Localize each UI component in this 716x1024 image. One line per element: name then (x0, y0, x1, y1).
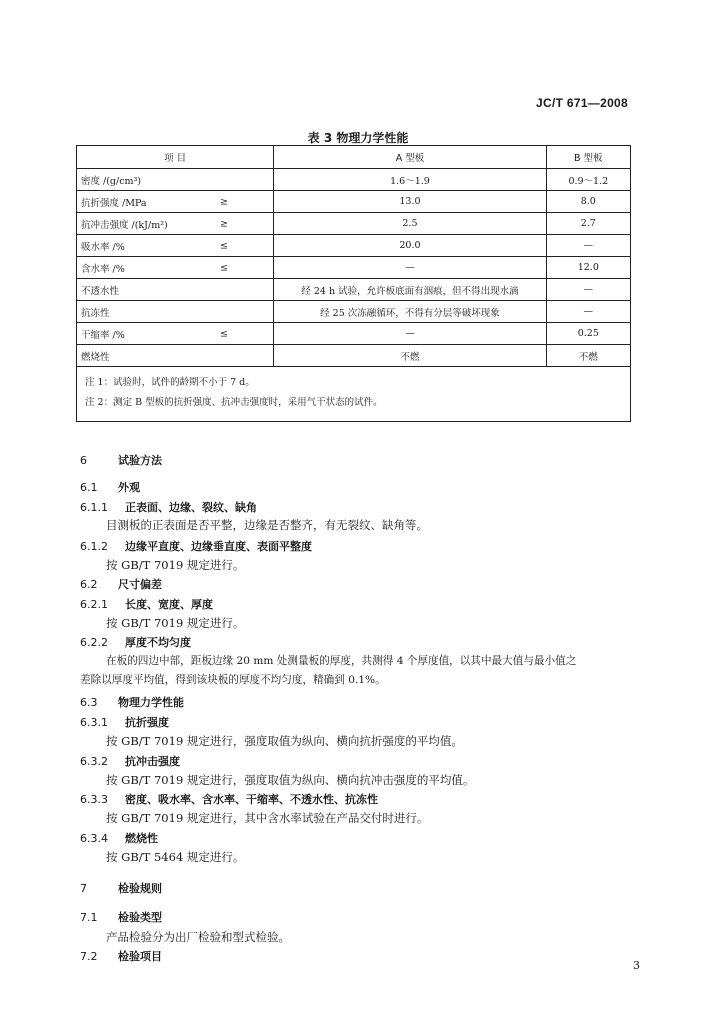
row-symbol: ≥ (220, 196, 228, 207)
row-b-value: — (546, 301, 630, 323)
section-6-1-1-text: 目测板的正表面是否平整，边缘是否整齐，有无裂纹、缺角等。 (106, 518, 428, 532)
row-item: 燃烧性 (81, 351, 110, 363)
row-a-value: 13.0 (274, 191, 546, 213)
row-a-value: 1.6～1.9 (274, 169, 546, 191)
row-item: 不透水性 (81, 285, 120, 297)
col-a-header: A 型板 (274, 146, 546, 169)
section-6-1-2-heading: 6.1.2 边缘平直度、边缘垂直度、表面平整度 (80, 540, 312, 553)
row-b-value: 0.9～1.2 (546, 169, 630, 191)
col-item-header: 项 目 (77, 146, 274, 169)
section-6-1-2-text: 按 GB/T 7019 规定进行。 (106, 558, 245, 572)
row-a-value: 20.0 (274, 235, 546, 257)
table-row (77, 191, 631, 213)
row-symbol: ≤ (220, 328, 228, 339)
row-b-value: — (546, 235, 630, 257)
row-b-value: — (546, 279, 630, 301)
table-row (77, 235, 631, 257)
section-6-heading: 6 试验方法 (80, 454, 162, 467)
section-7-1-heading: 7.1 检验类型 (80, 911, 162, 924)
table-row (77, 213, 631, 235)
row-item: 抗折强度 /MPa (81, 197, 147, 209)
table-row (77, 301, 631, 323)
table-row (77, 257, 631, 279)
properties-table (76, 145, 631, 422)
section-6-3-2-heading: 6.3.2 抗冲击强度 (80, 755, 180, 768)
table-row (77, 345, 631, 367)
section-6-3-3-heading: 6.3.3 密度、吸水率、含水率、干缩率、不透水性、抗冻性 (80, 793, 378, 806)
section-6-3-heading: 6.3 物理力学性能 (80, 696, 184, 709)
table-notes-row (77, 367, 631, 422)
section-6-3-4-heading: 6.3.4 燃烧性 (80, 832, 158, 845)
row-a-value: 不燃 (274, 345, 546, 367)
table-row (77, 323, 631, 345)
section-7-heading: 7 检验规则 (80, 882, 162, 895)
row-b-value: 8.0 (546, 191, 630, 213)
row-a-value: — (274, 323, 546, 345)
section-6-2-2-heading: 6.2.2 厚度不均匀度 (80, 636, 191, 649)
section-6-2-2-text-2: 差除以厚度平均值，得到该块板的厚度不均匀度，精确到 0.1%。 (80, 674, 386, 686)
section-6-1-1-heading: 6.1.1 正表面、边缘、裂纹、缺角 (80, 501, 257, 514)
row-a-value: 2.5 (274, 213, 546, 235)
table-note-1: 注 1：试验时，试件的龄期不小于 7 d。 (85, 377, 255, 388)
row-item: 吸水率 /% (81, 241, 125, 253)
row-symbol: ≤ (220, 240, 228, 251)
col-b-header: B 型板 (546, 146, 630, 169)
section-6-3-3-text: 按 GB/T 7019 规定进行，其中含水率试验在产品交付时进行。 (106, 811, 429, 825)
table-header-row (77, 146, 631, 169)
section-6-2-2-text-1: 在板的四边中部，距板边缘 20 mm 处测量板的厚度，共测得 4 个厚度值，以其中最大值与最小值之 (106, 655, 577, 667)
row-a-value: — (274, 257, 546, 279)
section-7-1-text: 产品检验分为出厂检验和型式检验。 (106, 930, 290, 944)
section-6-1-heading: 6.1 外观 (80, 481, 140, 494)
standard-code: JC/T 671—2008 (536, 96, 628, 110)
row-b-value: 不燃 (546, 345, 630, 367)
table-note-2: 注 2：测定 B 型板的抗折强度、抗冲击强度时，采用气干状态的试件。 (85, 397, 383, 408)
row-item: 密度 /(g/cm³) (81, 175, 142, 187)
row-symbol: ≤ (220, 262, 228, 273)
table-row (77, 279, 631, 301)
page-number: 3 (633, 959, 640, 972)
section-6-3-4-text: 按 GB/T 5464 规定进行。 (106, 850, 245, 864)
section-6-3-2-text: 按 GB/T 7019 规定进行，强度取值为纵向、横向抗冲击强度的平均值。 (106, 773, 475, 787)
section-6-2-1-heading: 6.2.1 长度、宽度、厚度 (80, 598, 213, 611)
section-7-2-heading: 7.2 检验项目 (80, 950, 162, 963)
row-item: 抗冲击强度 /(kJ/m²) (81, 219, 168, 231)
section-6-2-heading: 6.2 尺寸偏差 (80, 578, 162, 591)
row-item: 抗冻性 (81, 307, 110, 319)
row-item: 干缩率 /% (81, 329, 125, 341)
row-b-value: 0.25 (546, 323, 630, 345)
section-6-3-1-text: 按 GB/T 7019 规定进行，强度取值为纵向、横向抗折强度的平均值。 (106, 734, 463, 748)
row-a-value: 经 24 h 试验，允许板底面有洇痕，但不得出现水滴 (274, 279, 546, 301)
row-symbol: ≥ (220, 218, 228, 229)
row-b-value: 2.7 (546, 213, 630, 235)
table-caption: 表 3 物理力学性能 (307, 131, 409, 145)
row-b-value: 12.0 (546, 257, 630, 279)
table-row (77, 169, 631, 191)
section-6-3-1-heading: 6.3.1 抗折强度 (80, 716, 169, 729)
section-6-2-1-text: 按 GB/T 7019 规定进行。 (106, 616, 245, 630)
row-item: 含水率 /% (81, 263, 125, 275)
row-a-value: 经 25 次冻融循环，不得有分层等破坏现象 (274, 301, 546, 323)
